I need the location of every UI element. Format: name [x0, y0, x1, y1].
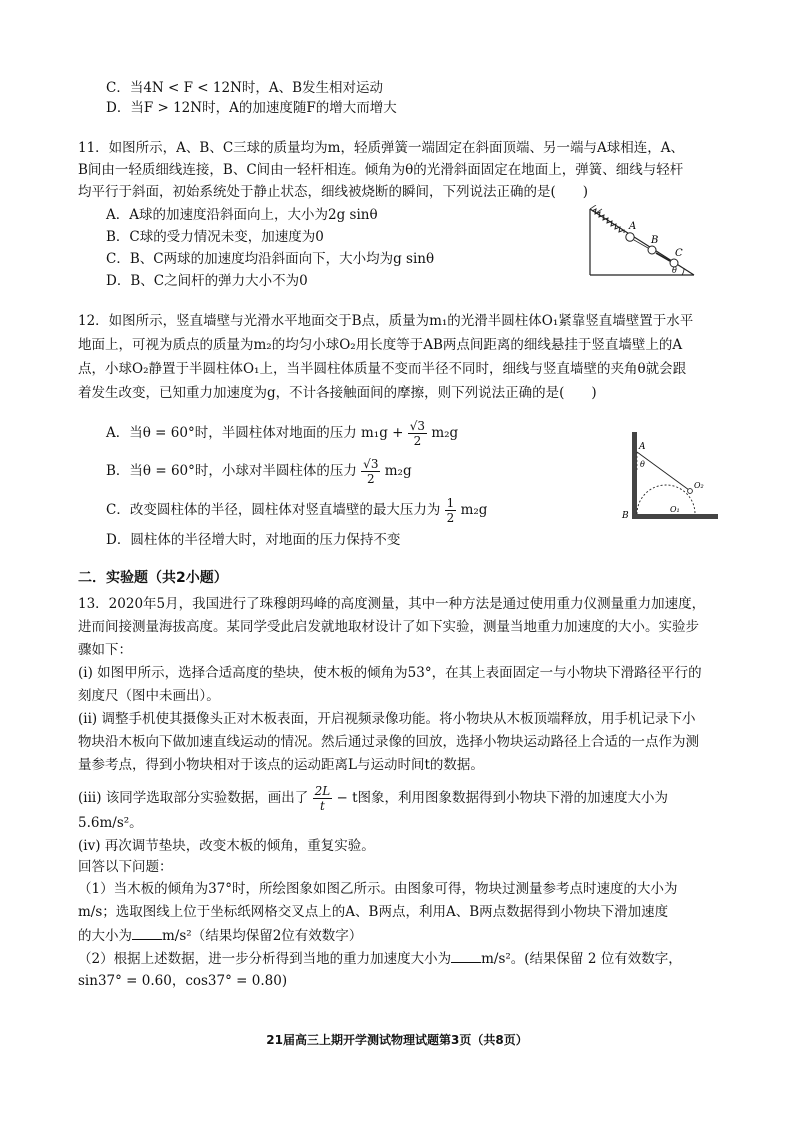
- q12-option-c-text: C．改变圆柱体的半径，圆柱体对竖直墙壁的最大压力为: [106, 502, 441, 518]
- q13-stem-line-2: 进而间接测量海拔高度。某同学受此启发就地取材设计了如下实验，测量当地重力加速度的大小。实验步: [78, 619, 699, 635]
- q13-sub1-text: 的大小为: [78, 928, 132, 944]
- q12-string: [637, 452, 689, 490]
- q11-stem-line-1: 11．如图所示，A、B、C三球的质量均为m，轻质弹簧一端固定在斜面顶端、另一端与A球相连，A、: [78, 140, 684, 156]
- q13-step2-line-1: (ii) 调整手机使其摄像头正对木板表面，开启视频录像功能。将小物块从木板顶端释放，用手机记录下小: [78, 711, 696, 727]
- q12-option-c-denominator: 2: [446, 511, 455, 525]
- q13-step3-denominator: t: [319, 799, 325, 813]
- q11-ball-a: [626, 233, 634, 241]
- q13-sub1-answer-blank[interactable]: [132, 925, 162, 940]
- q12-option-c-fraction: [445, 496, 457, 525]
- q13-step1-line-2: 刻度尺（图中未画出）。: [78, 688, 220, 704]
- q11-label-c: C: [675, 248, 683, 259]
- q13-step3-value: 5.6m/s²。: [78, 815, 143, 831]
- q11-label-a: A: [629, 221, 637, 232]
- q12-label-a: A: [639, 442, 646, 452]
- q12-option-b: [106, 457, 412, 486]
- q13-step2-line-3: 量参考点，得到小物块相对于该点的运动距离L与运动时间t的数据。: [78, 757, 484, 773]
- q13-sub2-line-2: sin37° = 0.60，cos37° = 0.80): [78, 973, 288, 989]
- q10-option-c: C．当4N < F < 12N时，A、B发生相对运动: [106, 80, 384, 96]
- q13-step3-text: (iii) 该同学选取部分实验数据，画出了: [78, 790, 309, 806]
- q13-answer-intro: 回答以下问题：: [78, 859, 173, 875]
- q12-option-a: [106, 419, 458, 448]
- q13-step3-numerator: 2L: [314, 784, 331, 798]
- q13-stem-line-1: 13．2020年5月，我国进行了珠穆朗玛峰的高度测量，其中一种方法是通过使用重力仪测量重力加速度，: [78, 596, 706, 612]
- q12-floor: [632, 514, 718, 519]
- section-heading-experiments: 二．实验题（共2小题）: [78, 570, 228, 586]
- q13-step1-line-1: (i) 如图甲所示，选择合适高度的垫块，使木板的倾角为53°，在其上表面固定一与小物块下滑路径平行的: [78, 665, 702, 681]
- q12-option-b-text: B．当θ = 60°时，小球对半圆柱体的压力: [106, 463, 357, 479]
- q12-stem-line-4: 着发生改变，已知重力加速度为g，不计各接触面间的摩擦，则下列说法正确的是( ): [78, 385, 597, 401]
- q12-ball-o2: [688, 489, 693, 494]
- q12-option-a-text: A．当θ = 60°时，半圆柱体对地面的压力: [106, 425, 357, 441]
- q11-stem-line-3: 均平行于斜面，初始系统处于静止状态，细线被烧断的瞬间，下列说法正确的是( ): [78, 184, 589, 200]
- q12-option-a-denominator: 2: [413, 434, 422, 448]
- q12-option-c-numerator: 1: [446, 496, 455, 510]
- q11-incline-figure: [586, 205, 698, 277]
- q11-angle-label: θ: [672, 266, 677, 275]
- q12-stem-line-3: 点，小球O₂静置于半圆柱体O₁上，当半圆柱体质量不变而半径不同时，细线与竖直墙壁的夹角θ就会跟: [78, 361, 687, 377]
- q13-stem-line-3: 骤如下：: [78, 642, 132, 658]
- q12-option-a-tail: m₂g: [431, 425, 459, 441]
- q12-stem-line-2: 地面上，可视为质点的质量为m₂的均匀小球O₂用长度等于AB两点间距离的细线悬挂于竖直墙壁上的A: [78, 337, 683, 353]
- q13-sub1-line-3: [78, 925, 362, 946]
- q12-option-d: D．圆柱体的半径增大时，对地面的压力保持不变: [106, 532, 401, 548]
- q12-option-b-fraction: [361, 457, 380, 486]
- q13-sub1-tail: m/s²（结果均保留2位有效数字）: [162, 928, 363, 944]
- q12-angle-label: θ: [640, 460, 645, 469]
- q11-option-d: D．B、C之间杆的弹力大小不为0: [106, 273, 308, 289]
- page-footer: 21届高三上期开学测试物理试题第3页（共8页）: [266, 1033, 528, 1047]
- q12-option-c: [106, 496, 487, 525]
- q13-step2-line-2: 物块沿木板向下做加速直线运动的情况。然后通过录像的回放，选择小物块运动路径上合适的一点作为测: [78, 734, 699, 750]
- q12-wall-cylinder-figure: [620, 430, 720, 522]
- q13-sub1-line-2: m/s；选取图线上位于坐标纸网格交叉点上的A、B两点，利用A、B两点数据得到小物块下滑加速度: [78, 904, 669, 920]
- q11-stem-line-2: B间由一轻质细线连接，B、C间由一轻杆相连。倾角为θ的光滑斜面固定在地面上，弹簧、细线与轻杆: [78, 162, 684, 178]
- q11-label-b: B: [651, 235, 659, 246]
- q12-stem-line-1: 12．如图所示，竖直墙壁与光滑水平地面交于B点，质量为m₁的光滑半圆柱体O₁紧靠竖直墙壁置于水平: [78, 313, 694, 329]
- q13-sub2-text: （2）根据上述数据，进一步分析得到当地的重力加速度大小为: [78, 951, 452, 967]
- q11-option-c: C．B、C两球的加速度均沿斜面向下，大小均为g sinθ: [106, 251, 435, 267]
- q12-wall: [632, 432, 637, 518]
- q12-label-o1: O₁: [670, 505, 680, 514]
- q13-sub1-line-1: （1）当木板的倾角为37°时，所绘图象如图乙所示。由图象可得，物块过测量参考点时速度的大小为: [78, 881, 678, 897]
- q11-option-b: B．C球的受力情况未变，加速度为0: [106, 229, 324, 245]
- q12-option-b-tail: m₂g: [384, 463, 412, 479]
- q12-option-a-numerator: √3: [409, 419, 426, 433]
- q12-label-b: B: [622, 511, 629, 521]
- q12-option-a-fraction: [408, 419, 427, 448]
- q11-ball-b: [648, 246, 656, 254]
- q12-half-cylinder: [637, 485, 695, 514]
- q12-option-b-denominator: 2: [366, 472, 375, 486]
- q12-option-c-tail: m₂g: [460, 502, 488, 518]
- q13-sub2-line-1: [78, 948, 682, 969]
- q13-sub2-tail: m/s²。(结果保留 2 位有效数字，: [481, 951, 682, 967]
- q13-step4: (iv) 再次调节垫块，改变木板的倾角，重复实验。: [78, 838, 375, 854]
- q12-label-o2: O₂: [694, 481, 704, 490]
- q13-step3: [78, 784, 668, 813]
- q10-option-d: D．当F > 12N时，A的加速度随F的增大而增大: [106, 100, 397, 116]
- q11-option-a: A．A球的加速度沿斜面向上，大小为2g sinθ: [106, 207, 378, 223]
- q12-option-a-expr: m₁g +: [361, 425, 404, 441]
- q13-sub2-answer-blank[interactable]: [451, 948, 481, 963]
- q12-option-b-numerator: √3: [363, 457, 379, 471]
- q13-step3-fraction: [313, 784, 333, 813]
- q13-step3-tail: − t图象，利用图象数据得到小物块下滑的加速度大小为: [336, 790, 669, 806]
